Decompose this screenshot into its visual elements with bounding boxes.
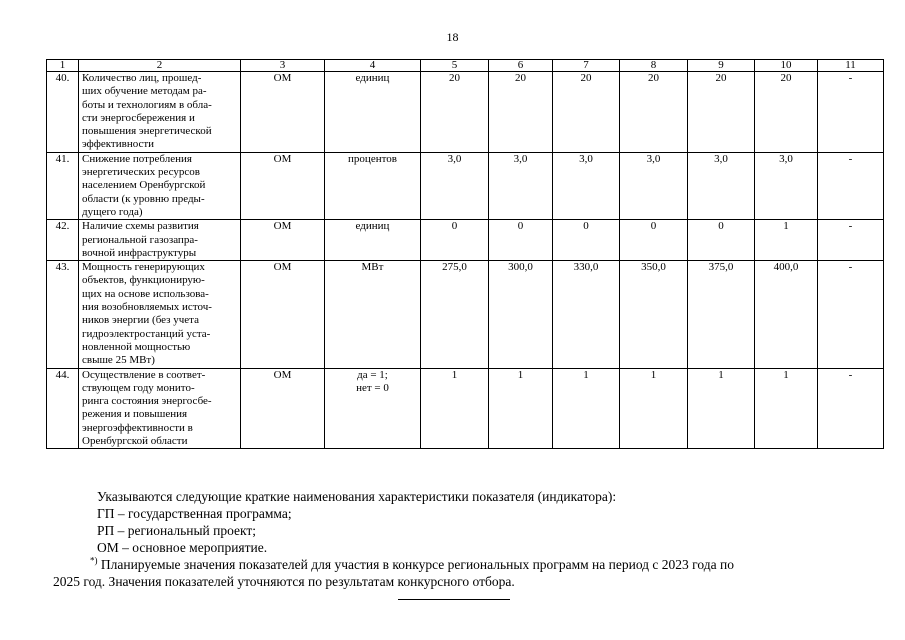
indicator-name-line: Оренбургской области [82, 435, 188, 448]
unit-of-measure [325, 152, 421, 219]
indicator-name-line: Наличие схемы развития [82, 220, 199, 233]
value-cell: 1 [688, 368, 755, 449]
value-cell: 3,0 [553, 152, 620, 219]
row-number: 41. [47, 152, 79, 219]
indicator-type: ОМ [241, 261, 325, 368]
indicator-name-line: энергетических ресурсов [82, 166, 200, 179]
indicator-name-line: объектов, функционирую- [82, 274, 205, 287]
row-number: 42. [47, 220, 79, 261]
note-cell: - [818, 152, 884, 219]
table-row [47, 220, 884, 261]
table-row [47, 152, 884, 219]
footnote-mark: *) [90, 555, 98, 566]
unit-of-measure [325, 368, 421, 449]
note-cell: - [818, 72, 884, 153]
column-header-4: 4 [325, 60, 421, 72]
note-gp: ГП – государственная программа; [97, 506, 292, 521]
indicator-name-line: Мощность генерирующих [82, 261, 205, 274]
value-cell: 1 [755, 220, 818, 261]
unit-line: да = 1; [357, 368, 388, 381]
value-cell: 20 [620, 72, 688, 153]
value-cell: 1 [421, 368, 489, 449]
unit-of-measure [325, 261, 421, 368]
footnote-separator [398, 599, 510, 600]
value-cell: 20 [489, 72, 553, 153]
indicator-name-line: Осуществление в соответ- [82, 368, 206, 381]
value-cell: 3,0 [755, 152, 818, 219]
indicator-name-line: повышения энергетической [82, 125, 212, 138]
unit-line: процентов [348, 152, 397, 165]
value-cell: 3,0 [489, 152, 553, 219]
indicator-name-line: гидроэлектростанций уста- [82, 327, 211, 340]
value-cell: 0 [489, 220, 553, 261]
value-cell: 20 [421, 72, 489, 153]
indicator-name-line: Количество лиц, прошед- [82, 72, 202, 84]
indicator-name-line: эффективности [82, 138, 155, 151]
value-cell: 400,0 [755, 261, 818, 368]
indicator-type: ОМ [241, 152, 325, 219]
value-cell: 275,0 [421, 261, 489, 368]
note-om: ОМ – основное мероприятие. [97, 540, 268, 555]
value-cell: 0 [620, 220, 688, 261]
indicator-name-line: энергоэффективности в [82, 421, 193, 434]
indicator-name-line: ринга состояния энергосбе- [82, 395, 212, 408]
indicator-name-line: ния возобновляемых источ- [82, 301, 212, 314]
indicator-name [79, 368, 241, 449]
column-header-5: 5 [421, 60, 489, 72]
footnote-text-1: Планируемые значения показателей для участия в конкурсе региональных программ на период с 2023 года по [97, 557, 734, 572]
row-number: 43. [47, 261, 79, 368]
column-header-2: 2 [79, 60, 241, 72]
unit-line: МВт [361, 261, 384, 274]
indicator-name-line: щих на основе использова- [82, 287, 209, 300]
value-cell: 0 [688, 220, 755, 261]
column-header-9: 9 [688, 60, 755, 72]
indicator-type: ОМ [241, 368, 325, 449]
unit-line: нет = 0 [356, 381, 389, 394]
indicator-name-line: режения и повышения [82, 408, 188, 421]
table-body [47, 72, 884, 449]
indicator-name-line: области (к уровню преды- [82, 192, 205, 205]
indicator-name-line: Снижение потребления [82, 152, 192, 165]
indicator-name [79, 72, 241, 153]
column-header-8: 8 [620, 60, 688, 72]
value-cell: 330,0 [553, 261, 620, 368]
indicator-name-line: ников энергии (без учета [82, 314, 199, 327]
page-number: 18 [446, 30, 459, 44]
note-cell: - [818, 220, 884, 261]
indicator-name-line: вочной инфраструктуры [82, 246, 197, 259]
column-header-7: 7 [553, 60, 620, 72]
value-cell: 3,0 [421, 152, 489, 219]
value-cell: 1 [755, 368, 818, 449]
unit-of-measure [325, 220, 421, 261]
note-rp: РП – региональный проект; [97, 523, 257, 538]
value-cell: 3,0 [620, 152, 688, 219]
value-cell: 1 [620, 368, 688, 449]
notes-intro: Указываются следующие краткие наименования характеристики показателя (индикатора): [97, 489, 617, 504]
value-cell: 20 [755, 72, 818, 153]
unit-line: единиц [355, 72, 390, 84]
table-row [47, 72, 884, 153]
indicator-name-line: ствующем году монито- [82, 381, 195, 394]
column-header-1: 1 [47, 60, 79, 72]
value-cell: 1 [489, 368, 553, 449]
value-cell: 300,0 [489, 261, 553, 368]
column-header-3: 3 [241, 60, 325, 72]
indicator-name [79, 152, 241, 219]
column-header-6: 6 [489, 60, 553, 72]
indicator-name-line: дущего года) [82, 205, 143, 218]
indicator-name-line: свыше 25 МВт) [82, 354, 155, 367]
value-cell: 0 [421, 220, 489, 261]
row-number: 44. [47, 368, 79, 449]
indicator-name-line: новленной мощностью [82, 340, 191, 353]
indicator-name-line: региональной газозапра- [82, 233, 198, 246]
unit-line: единиц [355, 220, 390, 233]
value-cell: 375,0 [688, 261, 755, 368]
footnote-line-1 [90, 556, 853, 573]
table-row [47, 368, 884, 449]
indicator-type: ОМ [241, 72, 325, 153]
value-cell: 3,0 [688, 152, 755, 219]
indicators-table [46, 59, 884, 449]
value-cell: 350,0 [620, 261, 688, 368]
column-header-11: 11 [818, 60, 884, 72]
value-cell: 20 [688, 72, 755, 153]
indicator-name-line: боты и технологиям в обла- [82, 98, 212, 111]
value-cell: 0 [553, 220, 620, 261]
table-row [47, 261, 884, 368]
column-header-10: 10 [755, 60, 818, 72]
indicator-name-line: ших обучение методам ра- [82, 85, 207, 98]
value-cell: 20 [553, 72, 620, 153]
indicator-name [79, 261, 241, 368]
indicator-name [79, 220, 241, 261]
value-cell: 1 [553, 368, 620, 449]
note-cell: - [818, 261, 884, 368]
table-header-row [47, 60, 884, 72]
row-number: 40. [47, 72, 79, 153]
note-cell: - [818, 368, 884, 449]
indicator-name-line: населением Оренбургской [82, 179, 206, 192]
unit-of-measure [325, 72, 421, 153]
footnote-line-2: 2025 год. Значения показателей уточняются по результатам конкурсного отбора. [53, 574, 515, 589]
indicator-type: ОМ [241, 220, 325, 261]
indicator-name-line: сти энергосбережения и [82, 111, 195, 124]
